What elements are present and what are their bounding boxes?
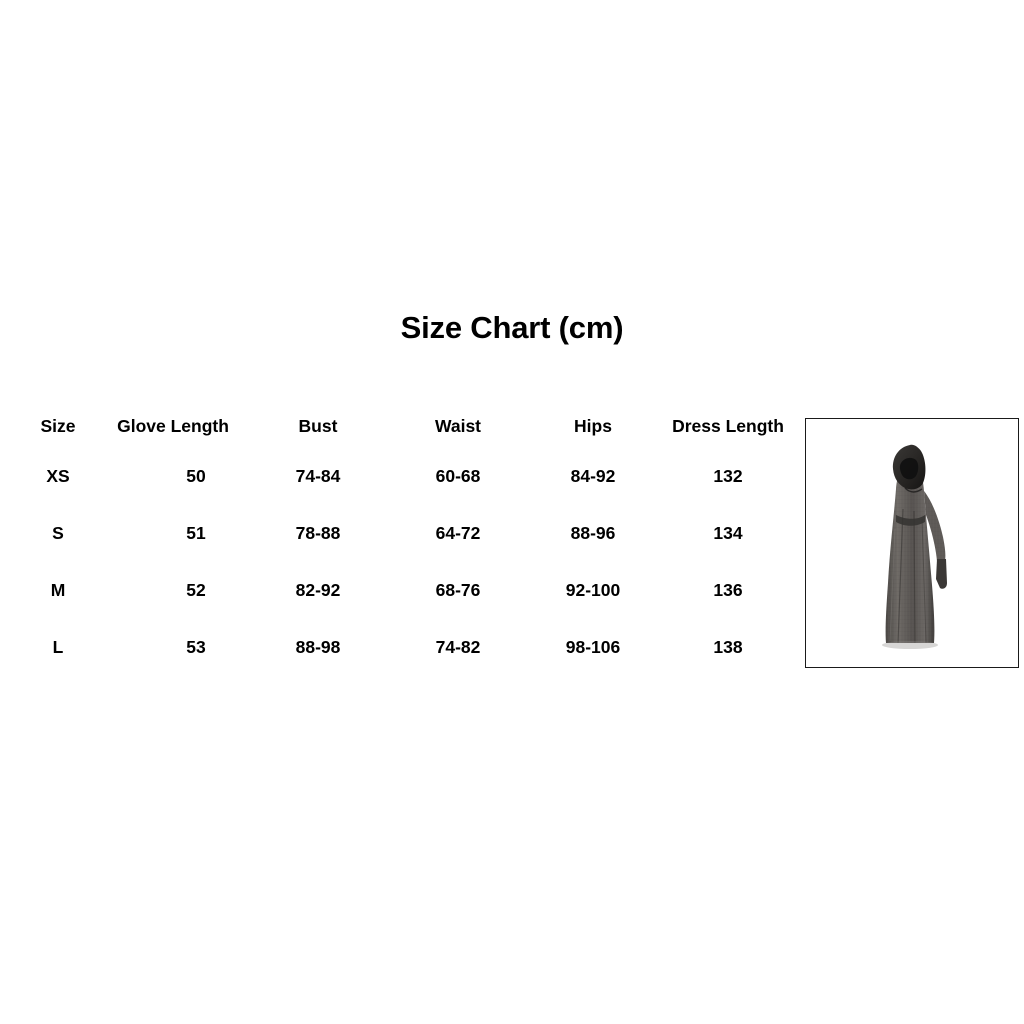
- cell-glove-length: 51: [186, 523, 206, 543]
- cell-dress-length: 138: [713, 637, 743, 657]
- column-header-bust: Bust: [298, 415, 338, 436]
- cell-bust: 88-98: [295, 637, 341, 657]
- column-header-waist: Waist: [434, 415, 482, 436]
- cell-waist: 60-68: [435, 466, 481, 486]
- cell-size: XS: [46, 466, 70, 486]
- cell-glove-length: 53: [186, 637, 206, 657]
- cell-bust: 82-92: [295, 580, 341, 600]
- cell-dress-length: 136: [713, 580, 743, 600]
- cell-size: L: [52, 637, 64, 657]
- table-header-row: [18, 404, 798, 448]
- column-header-size: Size: [40, 415, 76, 436]
- cell-waist: 74-82: [435, 637, 481, 657]
- table-row: [18, 448, 798, 505]
- cell-hips: 98-106: [565, 637, 621, 657]
- cell-bust: 74-84: [295, 466, 341, 486]
- hooded-dress-illustration: [806, 419, 1018, 667]
- table-row: [18, 505, 798, 562]
- table-row: [18, 562, 798, 619]
- cell-waist: 68-76: [435, 580, 481, 600]
- cell-glove-length: 50: [186, 466, 206, 486]
- cell-hips: 88-96: [570, 523, 616, 543]
- cell-dress-length: 134: [713, 523, 743, 543]
- size-chart-table: [18, 404, 798, 676]
- column-header-glove-length: Glove Length: [117, 415, 229, 436]
- cell-hips: 92-100: [565, 580, 621, 600]
- cell-hips: 84-92: [570, 466, 616, 486]
- cell-size: M: [50, 580, 66, 600]
- column-header-hips: Hips: [574, 415, 612, 436]
- cell-size: S: [52, 523, 64, 543]
- cell-dress-length: 132: [713, 466, 743, 486]
- cell-glove-length: 52: [186, 580, 206, 600]
- chart-title: Size Chart (cm): [400, 310, 624, 345]
- cell-bust: 78-88: [295, 523, 341, 543]
- product-image-frame: [805, 418, 1019, 668]
- column-header-dress-length: Dress Length: [672, 415, 784, 436]
- cell-waist: 64-72: [435, 523, 481, 543]
- table-row: [18, 619, 798, 676]
- hem-shadow: [882, 641, 938, 649]
